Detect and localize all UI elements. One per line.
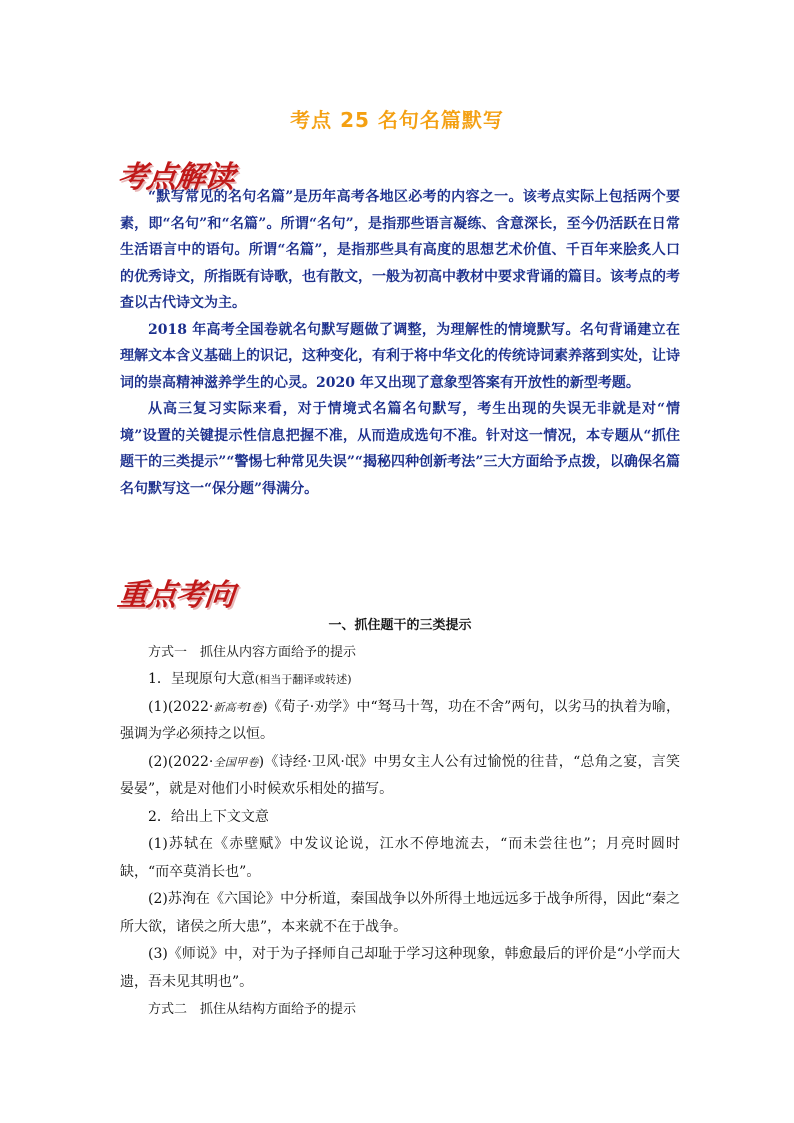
question-text: )《诗经·卫风·氓》中男女主人公有过愉悦的往昔，“总角之宴，言笑晏晏”，就是对他们小时候欢乐相处的描写。 — [120, 753, 680, 797]
method-heading: 方式一 抓住从内容方面给予的提示 — [148, 645, 357, 660]
item-heading: 2．给出上下文文意 — [148, 808, 269, 825]
question-item — [120, 749, 680, 804]
question-text: )《荀子·劝学》中“驽马十驾，功在不舍”两句，以劣马的执着为喻，强调为学必须持之以恒。 — [120, 698, 680, 742]
subheading: 一、抓住题干的三类提示 — [328, 618, 472, 633]
main-content — [120, 613, 680, 1023]
section-heading-analysis: 考点解读 — [115, 160, 236, 195]
question-item: (1)苏轼在《赤壁赋》中发议论说，江水不停地流去，“而未尝往也”；月亮时圆时缺，“而卒莫消长也”。 — [120, 836, 680, 880]
page-title: 考点 25 名句名篇默写 — [290, 108, 504, 132]
intro-paragraph: 2018 年高考全国卷就名句默写题做了调整，为理解性的情境默写。名句背诵建立在理解文本含义基础上的识记，这种变化，有利于将中华文化的传统诗词素养落到实处，让诗词的崇高精神滋养学生的心灵。2020 年又出现了意象型答案有开放性的新型考题。 — [120, 321, 680, 391]
section-heading-focus: 重点考向 — [115, 578, 236, 613]
intro-section — [120, 184, 680, 502]
question-item: (2)苏洵在《六国论》中分析道，秦国战争以外所得土地远远多于战争所得，因此“秦之所大欲，诸侯之所大患”，本来就不在于战争。 — [120, 891, 680, 935]
question-number: (2)(2022· — [148, 753, 214, 770]
method-heading: 方式二 抓住从结构方面给予的提示 — [148, 1002, 357, 1017]
question-number: (1)(2022· — [148, 698, 214, 715]
intro-paragraph: “默写常见的名句名篇”是历年高考各地区必考的内容之一。该考点实际上包括两个要素，即“名句”和“名篇”。所谓“名句”，是指那些语言凝练、含意深长，至今仍活跃在日常生活语言中的语句。所谓“名篇”，是指那些具有高度的思想艺术价值、千百年来脍炙人口的优秀诗文，所指既有诗歌，也有散文，一般为初高中教材中要求背诵的篇目。该考点的考查以古代诗文为主。 — [120, 189, 680, 311]
question-source: 全国甲卷 — [213, 755, 259, 769]
item-heading-note: (相当于翻译或转述) — [254, 673, 352, 686]
question-item — [120, 694, 680, 749]
item-heading — [120, 666, 680, 694]
question-item: (3)《师说》中，对于为子择师自己却耻于学习这种现象，韩愈最后的评价是“小学而大遗，吾未见其明也”。 — [120, 946, 680, 990]
item-heading-text: 1．呈现原句大意 — [148, 671, 255, 687]
intro-paragraph: 从高三复习实际来看，对于情境式名篇名句默写，考生出现的失误无非就是对“情境”设置的关键提示性信息把握不准，从而造成选句不准。针对这一情况，本专题从“抓住题干的三类提示”“警惕七种常见失误”“揭秘四种创新考法”三大方面给予点拨，以确保名篇名句默写这一“保分题”得满分。 — [120, 401, 680, 497]
question-source: 新高考Ⅰ卷 — [213, 700, 263, 714]
